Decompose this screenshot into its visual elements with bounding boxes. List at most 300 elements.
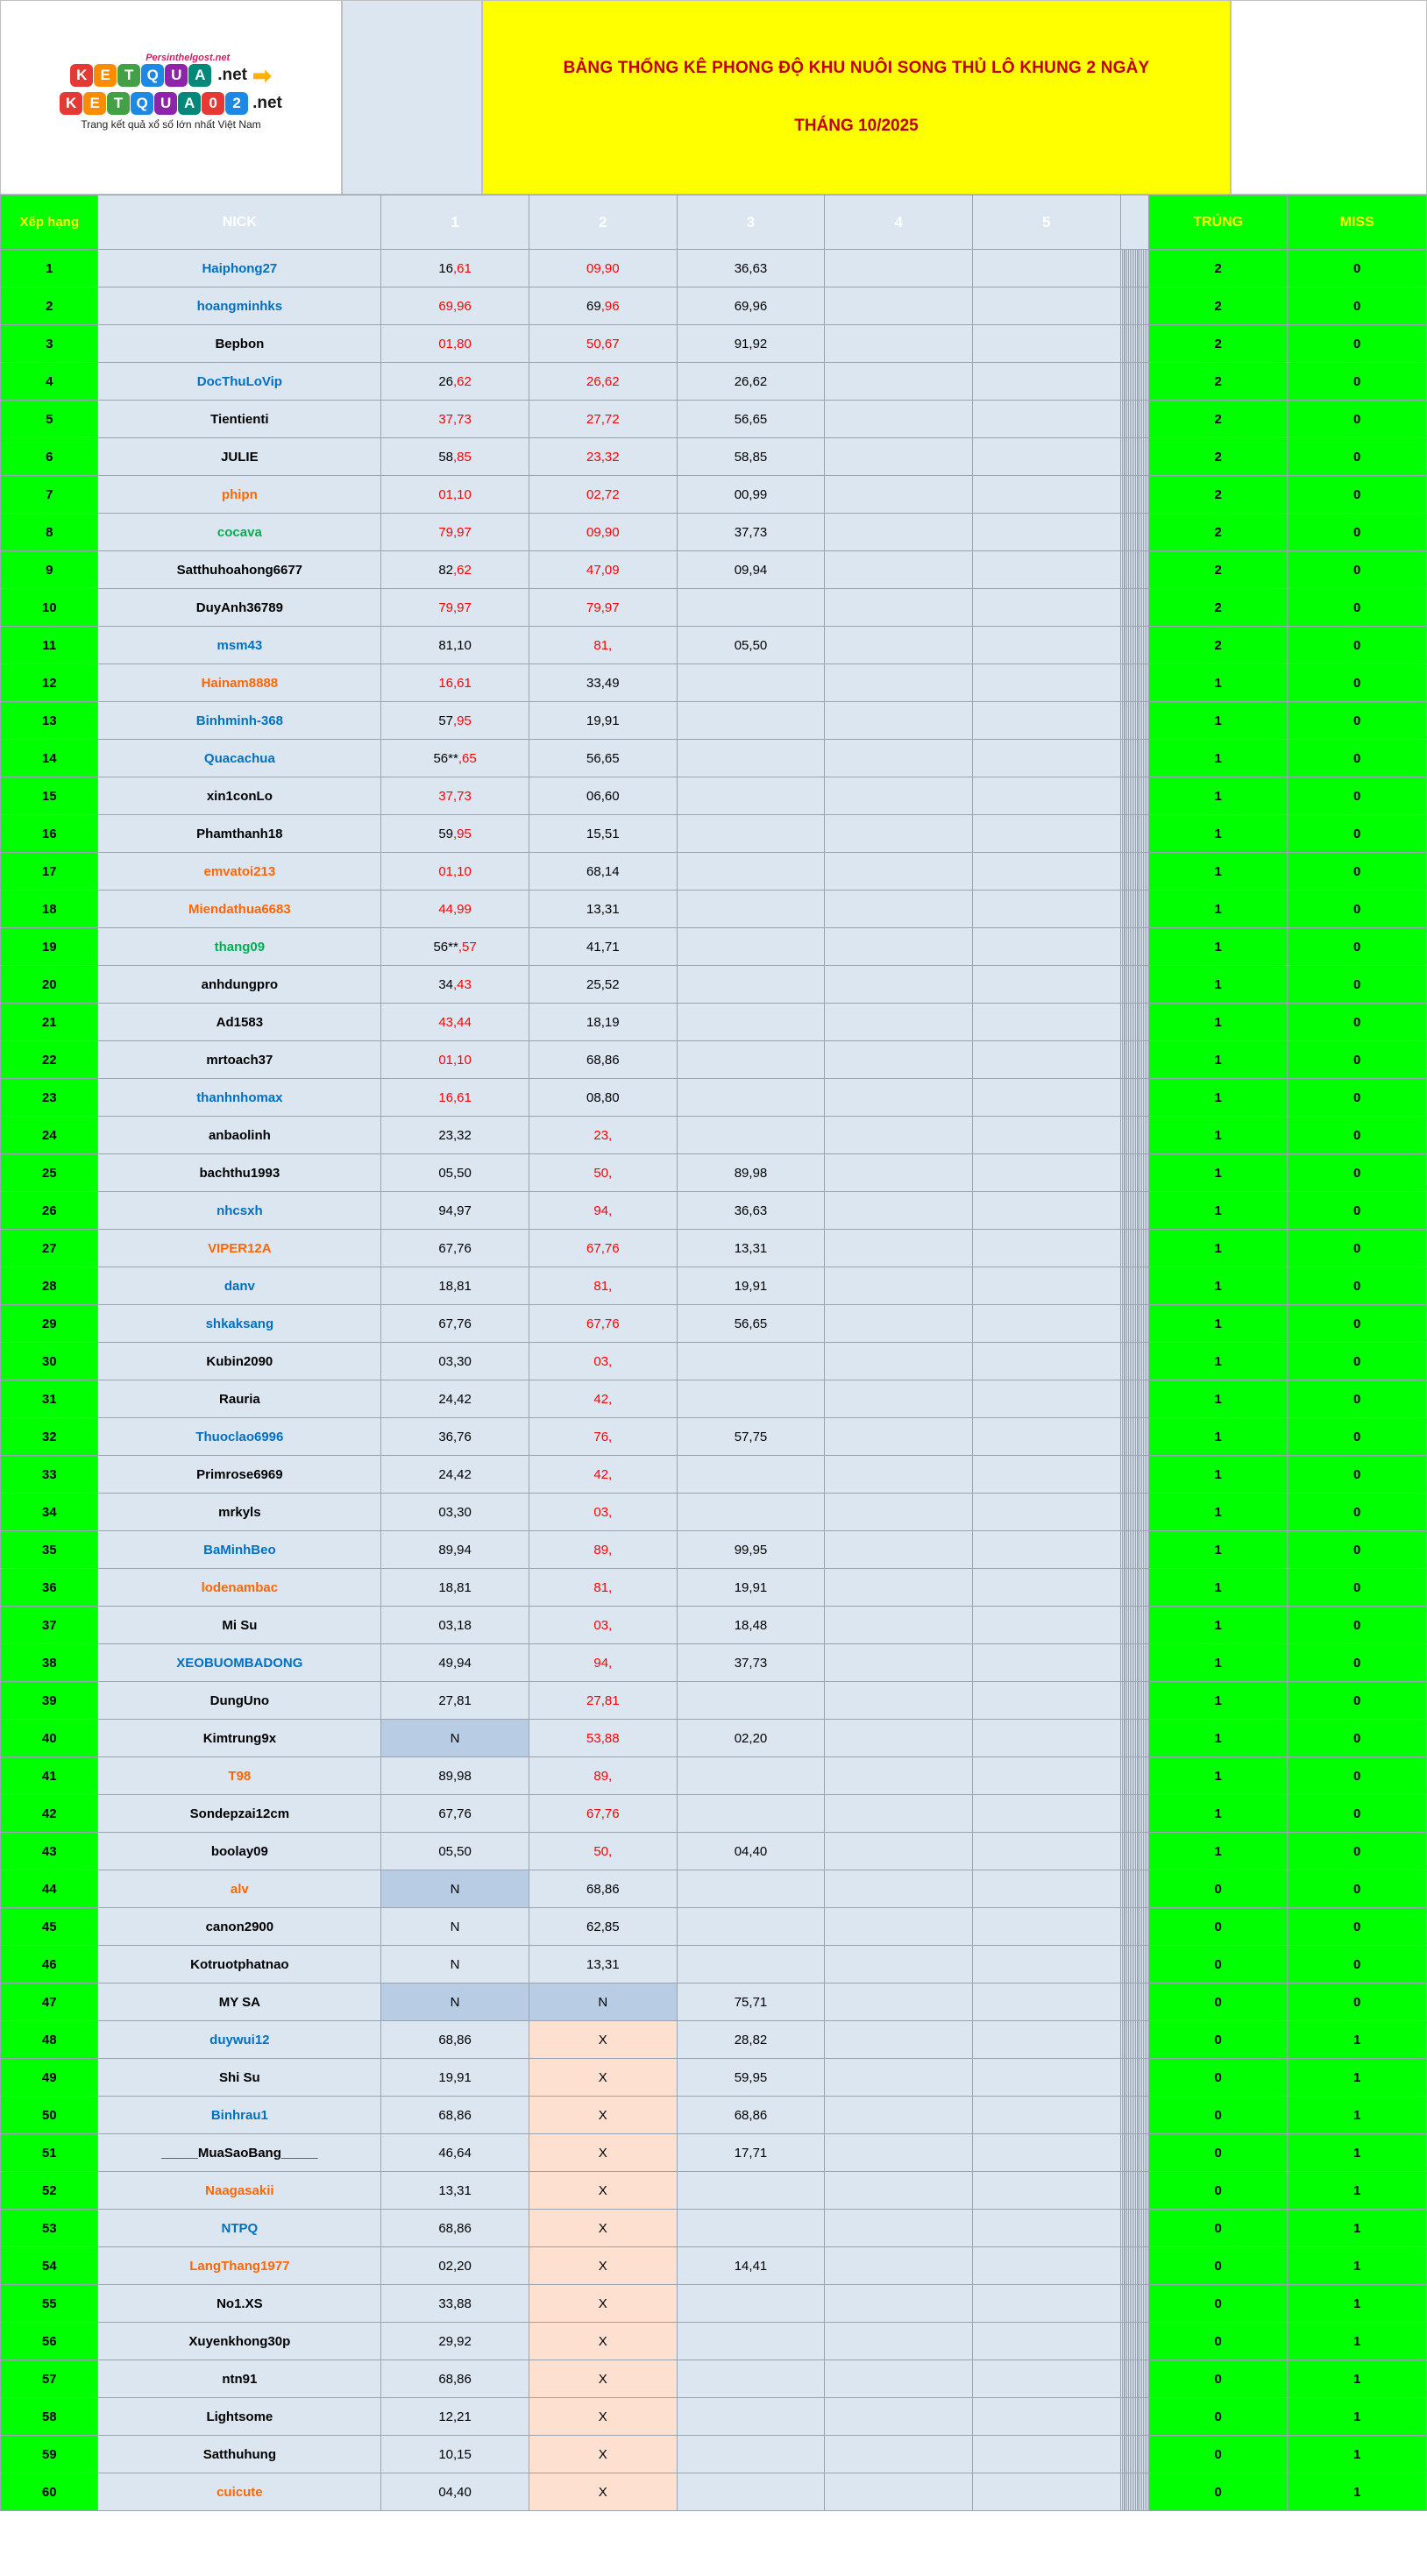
day-5-cell	[973, 891, 1121, 928]
day-2-cell: 50,	[529, 1154, 677, 1192]
nick-cell[interactable]: Satthuhung	[98, 2436, 381, 2473]
nick-cell[interactable]: lodenambac	[98, 1569, 381, 1607]
day-5-cell	[973, 1833, 1121, 1870]
nick-cell[interactable]: Rauria	[98, 1380, 381, 1418]
hit-cell: 0	[1148, 2059, 1287, 2097]
table-row	[1, 1305, 1427, 1343]
day-3-cell: 04,40	[677, 1833, 825, 1870]
day-4-cell	[825, 1531, 973, 1569]
table-row	[1, 2398, 1427, 2436]
miss-cell: 0	[1288, 1041, 1427, 1079]
day-3-cell: 36,63	[677, 250, 825, 287]
day-2-cell: 42,	[529, 1380, 677, 1418]
col-nick: NICK	[98, 195, 381, 250]
day-5-cell	[973, 1079, 1121, 1117]
hit-cell: 1	[1148, 928, 1287, 966]
day-3-cell: 37,73	[677, 514, 825, 551]
nick-cell[interactable]: Mi Su	[98, 1607, 381, 1644]
ranking-table	[0, 195, 1427, 2511]
day-3-cell: 19,91	[677, 1267, 825, 1305]
rank-cell: 58	[1, 2398, 98, 2436]
nick-cell[interactable]: boolay09	[98, 1833, 381, 1870]
day-2-cell: 94,	[529, 1192, 677, 1230]
table-row	[1, 702, 1427, 740]
day-3-cell	[677, 740, 825, 777]
hit-cell: 2	[1148, 551, 1287, 589]
nick-cell[interactable]: No1.XS	[98, 2285, 381, 2323]
day-5-cell	[973, 2210, 1121, 2247]
nick-cell[interactable]: T98	[98, 1757, 381, 1795]
nick-cell[interactable]: Ad1583	[98, 1004, 381, 1041]
day-3-cell: 89,98	[677, 1154, 825, 1192]
nick-cell[interactable]: Tientienti	[98, 401, 381, 438]
day-4-cell	[825, 1795, 973, 1833]
col-miss: MISS	[1288, 195, 1427, 250]
nick-cell[interactable]: bachthu1993	[98, 1154, 381, 1192]
day-1-cell: 27,81	[381, 1682, 529, 1720]
day-4-cell	[825, 1079, 973, 1117]
miss-cell: 0	[1288, 1682, 1427, 1720]
day-2-cell: 06,60	[529, 777, 677, 815]
table-row	[1, 401, 1427, 438]
rank-cell: 31	[1, 1380, 98, 1418]
day-1-cell: 16,61	[381, 664, 529, 702]
rank-cell: 54	[1, 2247, 98, 2285]
table-row	[1, 2285, 1427, 2323]
day-1-cell: 46,64	[381, 2134, 529, 2172]
table-row	[1, 2134, 1427, 2172]
nick-cell[interactable]: MY SA	[98, 1983, 381, 2021]
day-5-cell	[973, 551, 1121, 589]
day-1-cell: 67,76	[381, 1230, 529, 1267]
nick-cell[interactable]: emvatoi213	[98, 853, 381, 891]
day-5-cell	[973, 363, 1121, 401]
miss-cell: 0	[1288, 514, 1427, 551]
day-5-cell	[973, 2285, 1121, 2323]
day-2-cell: 68,14	[529, 853, 677, 891]
day-3-cell	[677, 2172, 825, 2210]
miss-cell: 1	[1288, 2247, 1427, 2285]
day-3-cell: 09,94	[677, 551, 825, 589]
rank-cell: 55	[1, 2285, 98, 2323]
rank-cell: 51	[1, 2134, 98, 2172]
hit-cell: 0	[1148, 2097, 1287, 2134]
rank-cell: 38	[1, 1644, 98, 1682]
day-3-cell	[677, 1004, 825, 1041]
day-2-cell: 03,	[529, 1607, 677, 1644]
day-2-cell: X	[529, 2360, 677, 2398]
table-row	[1, 664, 1427, 702]
table-row	[1, 2021, 1427, 2059]
miss-cell: 0	[1288, 1870, 1427, 1908]
day-3-cell: 75,71	[677, 1983, 825, 2021]
rank-cell: 28	[1, 1267, 98, 1305]
day-1-cell: 68,86	[381, 2360, 529, 2398]
day-2-cell: 08,80	[529, 1079, 677, 1117]
table-row	[1, 777, 1427, 815]
hit-cell: 1	[1148, 1569, 1287, 1607]
nick-cell[interactable]: DocThuLoVip	[98, 363, 381, 401]
day-5-cell	[973, 1531, 1121, 1569]
nick-cell[interactable]: phipn	[98, 476, 381, 514]
day-2-cell: 23,	[529, 1117, 677, 1154]
day-3-cell: 56,65	[677, 401, 825, 438]
rank-cell: 29	[1, 1305, 98, 1343]
day-1-cell: 89,98	[381, 1757, 529, 1795]
nick-cell[interactable]: NTPQ	[98, 2210, 381, 2247]
nick-cell[interactable]: BaMinhBeo	[98, 1531, 381, 1569]
hit-cell: 2	[1148, 401, 1287, 438]
nick-cell[interactable]: danv	[98, 1267, 381, 1305]
day-1-cell: 18,81	[381, 1569, 529, 1607]
miss-cell: 0	[1288, 476, 1427, 514]
day-5-cell	[973, 1870, 1121, 1908]
day-3-cell: 14,41	[677, 2247, 825, 2285]
hit-cell: 2	[1148, 589, 1287, 627]
day-3-cell	[677, 1041, 825, 1079]
rank-cell: 60	[1, 2473, 98, 2511]
logo-tagline: Trang kết quả xổ số lớn nhất Việt Nam	[81, 118, 261, 131]
day-2-cell: X	[529, 2247, 677, 2285]
day-4-cell	[825, 287, 973, 325]
day-3-cell	[677, 1343, 825, 1380]
table-row	[1, 2436, 1427, 2473]
nick-cell[interactable]: canon2900	[98, 1908, 381, 1946]
day-1-cell: 03,18	[381, 1607, 529, 1644]
day-3-cell	[677, 664, 825, 702]
day-1-cell: N	[381, 1946, 529, 1983]
miss-cell: 0	[1288, 1833, 1427, 1870]
nick-cell[interactable]: Satthuhoahong6677	[98, 551, 381, 589]
day-2-cell: X	[529, 2436, 677, 2473]
day-2-cell: 89,	[529, 1531, 677, 1569]
day-4-cell	[825, 1644, 973, 1682]
hit-cell: 1	[1148, 1343, 1287, 1380]
nick-cell[interactable]: Bepbon	[98, 325, 381, 363]
day-4-cell	[825, 1946, 973, 1983]
rank-cell: 18	[1, 891, 98, 928]
nick-cell[interactable]: LangThang1977	[98, 2247, 381, 2285]
day-4-cell	[825, 853, 973, 891]
day-2-cell: 67,76	[529, 1230, 677, 1267]
day-3-cell: 36,63	[677, 1192, 825, 1230]
rank-cell: 36	[1, 1569, 98, 1607]
nick-cell[interactable]: duywui12	[98, 2021, 381, 2059]
day-4-cell	[825, 1983, 973, 2021]
nick-cell[interactable]: DungUno	[98, 1682, 381, 1720]
hit-cell: 2	[1148, 250, 1287, 287]
miss-cell: 0	[1288, 1079, 1427, 1117]
rank-cell: 57	[1, 2360, 98, 2398]
day-4-cell	[825, 1305, 973, 1343]
day-2-cell: X	[529, 2323, 677, 2360]
rank-cell: 34	[1, 1494, 98, 1531]
day-2-cell: X	[529, 2285, 677, 2323]
nick-cell[interactable]: anbaolinh	[98, 1117, 381, 1154]
nick-cell[interactable]: VIPER12A	[98, 1230, 381, 1267]
nick-cell[interactable]: shkaksang	[98, 1305, 381, 1343]
miss-cell: 1	[1288, 2323, 1427, 2360]
nick-cell[interactable]: nhcsxh	[98, 1192, 381, 1230]
day-1-cell: 01,10	[381, 1041, 529, 1079]
miss-cell: 1	[1288, 2473, 1427, 2511]
nick-cell[interactable]: ntn91	[98, 2360, 381, 2398]
miss-cell: 0	[1288, 1004, 1427, 1041]
day-5-cell	[973, 1230, 1121, 1267]
logo-brand-1	[70, 53, 272, 89]
miss-cell: 1	[1288, 2360, 1427, 2398]
day-4-cell	[825, 1494, 973, 1531]
nick-cell[interactable]: Kimtrung9x	[98, 1720, 381, 1757]
miss-cell: 0	[1288, 1117, 1427, 1154]
hit-cell: 1	[1148, 853, 1287, 891]
day-5-cell	[973, 1380, 1121, 1418]
day-4-cell	[825, 740, 973, 777]
day-3-cell: 00,99	[677, 476, 825, 514]
table-row	[1, 928, 1427, 966]
hit-cell: 1	[1148, 1682, 1287, 1720]
nick-cell[interactable]: Shi Su	[98, 2059, 381, 2097]
day-2-cell: 62,85	[529, 1908, 677, 1946]
arrow-icon: ➡	[252, 62, 272, 89]
nick-cell[interactable]: mrtoach37	[98, 1041, 381, 1079]
day-1-cell: 67,76	[381, 1305, 529, 1343]
day-2-cell: 69,96	[529, 287, 677, 325]
day-2-cell: 89,	[529, 1757, 677, 1795]
day-5-cell	[973, 740, 1121, 777]
nick-cell[interactable]: Binhminh-368	[98, 702, 381, 740]
day-4-cell	[825, 476, 973, 514]
day-4-cell	[825, 438, 973, 476]
report-subtitle: THÁNG 10/2025	[794, 117, 919, 135]
day-4-cell	[825, 1418, 973, 1456]
miss-cell: 0	[1288, 1531, 1427, 1569]
day-5-cell	[973, 664, 1121, 702]
day-5-cell	[973, 702, 1121, 740]
day-5-cell	[973, 325, 1121, 363]
miss-cell: 0	[1288, 1569, 1427, 1607]
hit-cell: 1	[1148, 1267, 1287, 1305]
day-1-cell: 43,44	[381, 1004, 529, 1041]
rank-cell: 48	[1, 2021, 98, 2059]
day-2-cell: 50,	[529, 1833, 677, 1870]
day-4-cell	[825, 702, 973, 740]
nick-cell[interactable]: Thuoclao6996	[98, 1418, 381, 1456]
hit-cell: 1	[1148, 1380, 1287, 1418]
day-2-cell: 03,	[529, 1343, 677, 1380]
miss-cell: 0	[1288, 1418, 1427, 1456]
day-4-cell	[825, 1343, 973, 1380]
day-3-cell: 05,50	[677, 627, 825, 664]
day-2-cell: 56,65	[529, 740, 677, 777]
table-row	[1, 1418, 1427, 1456]
day-2-cell: 53,88	[529, 1720, 677, 1757]
nick-cell[interactable]: cuicute	[98, 2473, 381, 2511]
rank-cell: 27	[1, 1230, 98, 1267]
nick-cell[interactable]: alv	[98, 1870, 381, 1908]
day-2-cell: 50,67	[529, 325, 677, 363]
table-row	[1, 250, 1427, 287]
day-2-cell: 76,	[529, 1418, 677, 1456]
day-3-cell	[677, 2285, 825, 2323]
day-1-cell: 24,42	[381, 1380, 529, 1418]
day-4-cell	[825, 1154, 973, 1192]
logo-letters-2: K E T Q U A 0 2	[60, 92, 249, 115]
day-2-cell: 81,	[529, 1267, 677, 1305]
table-row	[1, 1569, 1427, 1607]
nick-cell[interactable]: JULIE	[98, 438, 381, 476]
day-5-cell	[973, 1117, 1121, 1154]
day-4-cell	[825, 2473, 973, 2511]
hit-cell: 1	[1148, 1305, 1287, 1343]
hit-cell: 1	[1148, 1230, 1287, 1267]
hit-cell: 1	[1148, 815, 1287, 853]
table-row	[1, 1267, 1427, 1305]
day-4-cell	[825, 1267, 973, 1305]
hit-cell: 1	[1148, 1607, 1287, 1644]
logo-url-text: Persinthelgost.net	[146, 53, 231, 63]
table-row	[1, 1870, 1427, 1908]
nick-cell[interactable]: hoangminhks	[98, 287, 381, 325]
rank-cell: 30	[1, 1343, 98, 1380]
nick-cell[interactable]: DuyAnh36789	[98, 589, 381, 627]
logo-suffix-2: .net	[252, 94, 282, 112]
day-5-cell	[973, 1004, 1121, 1041]
table-row	[1, 1343, 1427, 1380]
miss-cell: 0	[1288, 702, 1427, 740]
day-3-cell	[677, 1117, 825, 1154]
day-4-cell	[825, 2172, 973, 2210]
day-5-cell	[973, 1569, 1121, 1607]
miss-cell: 0	[1288, 1720, 1427, 1757]
miss-cell: 1	[1288, 2021, 1427, 2059]
day-4-cell	[825, 2134, 973, 2172]
nick-cell[interactable]: Hainam8888	[98, 664, 381, 702]
day-2-cell: X	[529, 2059, 677, 2097]
nick-cell[interactable]: XEOBUOMBADONG	[98, 1644, 381, 1682]
hit-cell: 1	[1148, 966, 1287, 1004]
table-row	[1, 1004, 1427, 1041]
miss-cell: 1	[1288, 2097, 1427, 2134]
table-row	[1, 1230, 1427, 1267]
nick-cell[interactable]: Sondepzai12cm	[98, 1795, 381, 1833]
day-1-cell: 82,62	[381, 551, 529, 589]
day-5-cell	[973, 2360, 1121, 2398]
nick-cell[interactable]: cocava	[98, 514, 381, 551]
day-1-cell: 05,50	[381, 1154, 529, 1192]
day-2-cell: 03,	[529, 1494, 677, 1531]
day-2-cell: X	[529, 2134, 677, 2172]
table-row	[1, 287, 1427, 325]
table-row	[1, 1795, 1427, 1833]
day-3-cell: 56,65	[677, 1305, 825, 1343]
day-4-cell	[825, 1117, 973, 1154]
hit-cell: 1	[1148, 1154, 1287, 1192]
day-4-cell	[825, 250, 973, 287]
day-3-cell	[677, 2360, 825, 2398]
day-5-cell	[973, 2059, 1121, 2097]
miss-cell: 0	[1288, 1192, 1427, 1230]
miss-cell: 1	[1288, 2059, 1427, 2097]
col-hit: TRÚNG	[1148, 195, 1287, 250]
day-2-cell: 19,91	[529, 702, 677, 740]
hit-cell: 2	[1148, 287, 1287, 325]
day-4-cell	[825, 928, 973, 966]
day-1-cell: 68,86	[381, 2097, 529, 2134]
day-2-cell: X	[529, 2172, 677, 2210]
nick-cell[interactable]: Primrose6969	[98, 1456, 381, 1494]
day-3-cell: 19,91	[677, 1569, 825, 1607]
rank-cell: 22	[1, 1041, 98, 1079]
rank-cell: 19	[1, 928, 98, 966]
nick-cell[interactable]: Miendathua6683	[98, 891, 381, 928]
day-2-cell: 23,32	[529, 438, 677, 476]
table-row	[1, 2360, 1427, 2398]
day-4-cell	[825, 1682, 973, 1720]
table-row	[1, 2473, 1427, 2511]
day-1-cell: 49,94	[381, 1644, 529, 1682]
day-2-cell: 13,31	[529, 891, 677, 928]
day-3-cell: 37,73	[677, 1644, 825, 1682]
day-4-cell	[825, 1607, 973, 1644]
nick-cell[interactable]: xin1conLo	[98, 777, 381, 815]
day-5-cell	[973, 287, 1121, 325]
nick-cell[interactable]: Quacachua	[98, 740, 381, 777]
table-row	[1, 627, 1427, 664]
day-1-cell: 10,15	[381, 2436, 529, 2473]
nick-cell[interactable]: mrkyls	[98, 1494, 381, 1531]
hit-cell: 0	[1148, 1908, 1287, 1946]
nick-cell[interactable]: Haiphong27	[98, 250, 381, 287]
day-1-cell: 26,62	[381, 363, 529, 401]
miss-cell: 0	[1288, 1946, 1427, 1983]
table-row	[1, 1983, 1427, 2021]
nick-cell[interactable]: thanhnhomax	[98, 1079, 381, 1117]
hit-cell: 0	[1148, 1870, 1287, 1908]
nick-cell[interactable]: Xuyenkhong30p	[98, 2323, 381, 2360]
day-5-cell	[973, 1983, 1121, 2021]
nick-cell[interactable]: _____MuaSaoBang_____	[98, 2134, 381, 2172]
miss-cell: 0	[1288, 1305, 1427, 1343]
nick-cell[interactable]: Binhrau1	[98, 2097, 381, 2134]
nick-cell[interactable]: thang09	[98, 928, 381, 966]
day-3-cell	[677, 2436, 825, 2473]
nick-cell[interactable]: Naagasakii	[98, 2172, 381, 2210]
table-row	[1, 1117, 1427, 1154]
day-1-cell: 79,97	[381, 589, 529, 627]
day-5-cell	[973, 2134, 1121, 2172]
hit-cell: 0	[1148, 2172, 1287, 2210]
hit-cell: 1	[1148, 1418, 1287, 1456]
nick-cell[interactable]: Phamthanh18	[98, 815, 381, 853]
nick-cell[interactable]: Lightsome	[98, 2398, 381, 2436]
hit-cell: 2	[1148, 627, 1287, 664]
nick-cell[interactable]: anhdungpro	[98, 966, 381, 1004]
nick-cell[interactable]: Kotruotphatnao	[98, 1946, 381, 1983]
nick-cell[interactable]: Kubin2090	[98, 1343, 381, 1380]
day-1-cell: 89,94	[381, 1531, 529, 1569]
report-title: BẢNG THỐNG KÊ PHONG ĐỘ KHU NUÔI SONG THỦ LÔ KHUNG 2 NGÀY	[563, 59, 1150, 77]
day-1-cell: 59,95	[381, 815, 529, 853]
day-5-cell	[973, 1795, 1121, 1833]
rank-cell: 12	[1, 664, 98, 702]
day-5-cell	[973, 1418, 1121, 1456]
miss-cell: 0	[1288, 250, 1427, 287]
day-5-cell	[973, 589, 1121, 627]
day-1-cell: 81,10	[381, 627, 529, 664]
nick-cell[interactable]: msm43	[98, 627, 381, 664]
day-1-cell: N	[381, 1870, 529, 1908]
